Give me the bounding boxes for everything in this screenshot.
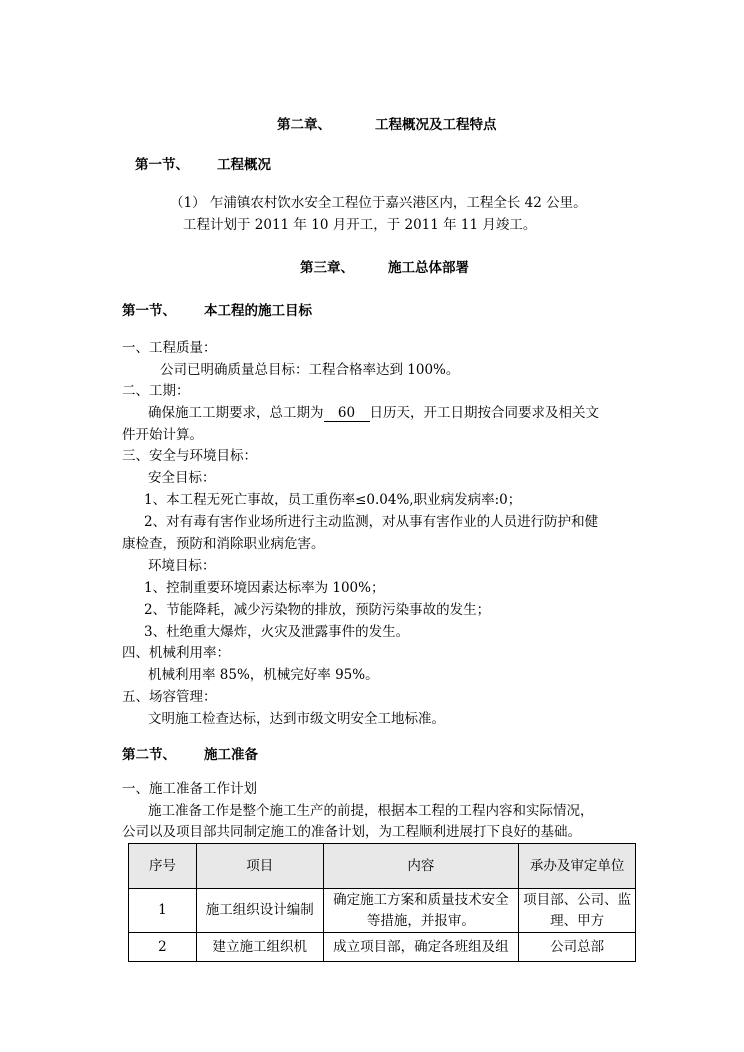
machine-heading: 四、机械利用率： (122, 645, 230, 661)
chapter3-heading (300, 259, 469, 277)
env-heading: 三、安全与环境目标： (122, 448, 257, 464)
prep-plan-table (128, 843, 636, 962)
row1-unit: 项目部、公司、监理、甲方 (519, 889, 636, 933)
env-item-3: 3、杜绝重大爆炸，火灾及泄露事件的发生。 (144, 624, 410, 640)
quality-heading: 一、工程质量： (122, 340, 217, 356)
table-row (129, 889, 636, 933)
prep-line2: 公司以及项目部共同制定施工的准备计划，为工程顺利进展打下良好的基础。 (122, 824, 581, 840)
row2-no: 2 (129, 933, 197, 962)
ch3-section1-heading (122, 302, 312, 320)
header-no: 序号 (129, 844, 197, 889)
quality-text: 公司已明确质量总目标：工程合格率达到 100%。 (160, 362, 460, 378)
row2-unit: 公司总部 (519, 933, 636, 962)
row1-content: 确定施工方案和质量技术安全等措施，并报审。 (323, 889, 519, 933)
ch2-paragraph-line2: 工程计划于 2011 年 10 月开工，于 2011 年 11 月竣工。 (183, 217, 537, 233)
safety-item-2-line2: 康检查，预防和消除职业病危害。 (122, 536, 325, 552)
site-text: 文明施工检查达标，达到市级文明安全工地标准。 (148, 711, 445, 727)
chapter3-number: 第三章、 (300, 260, 354, 276)
safety-heading: 安全目标： (148, 470, 216, 486)
row2-content: 成立项目部，确定各班组及组 (323, 933, 519, 962)
table-header-row (129, 844, 636, 889)
ch2-paragraph-line1: （1） 乍浦镇农村饮水安全工程位于嘉兴港区内，工程全长 42 公里。 (170, 195, 587, 211)
period-text-pre: 确保施工工期要求，总工期为 (148, 405, 324, 421)
row1-no: 1 (129, 889, 197, 933)
safety-item-1: 1、本工程无死亡事故，员工重伤率≤0.04%,职业病发病率:0； (144, 492, 522, 508)
period-text-line2: 件开始计算。 (122, 427, 203, 443)
row2-item: 建立施工组织机 (196, 933, 323, 962)
ch3-section2-number: 第二节、 (122, 747, 176, 763)
ch3-section1-number: 第一节、 (122, 303, 176, 319)
chapter3-title: 施工总体部署 (388, 260, 469, 276)
chapter2-number: 第二章、 (277, 117, 331, 133)
period-days: 60 (324, 406, 370, 422)
machine-text: 机械利用率 85%，机械完好率 95%。 (148, 667, 379, 683)
site-heading: 五、场容管理： (122, 689, 217, 705)
prep-line1: 施工准备工作是整个施工生产的前提，根据本工程的工程内容和实际情况， (148, 803, 594, 819)
row1-item: 施工组织设计编制 (196, 889, 323, 933)
chapter2-heading (277, 116, 497, 134)
table-row (129, 933, 636, 962)
ch3-section2-title: 施工准备 (204, 747, 258, 763)
safety-item-2-line1: 2、对有毒有害作业场所进行主动监测，对从事有害作业的人员进行防护和健 (144, 514, 599, 530)
ch3-section1-title: 本工程的施工目标 (204, 303, 312, 319)
env-item-1: 1、控制重要环境因素达标率为 100%； (144, 580, 385, 596)
prep-heading: 一、施工准备工作计划 (122, 781, 257, 797)
ch2-section1-title: 工程概况 (217, 157, 271, 173)
period-text-post: 日历天，开工日期按合同要求及相关文 (369, 405, 599, 421)
period-text (148, 404, 599, 422)
header-unit: 承办及审定单位 (519, 844, 636, 889)
period-heading: 二、工期： (122, 383, 190, 399)
ch2-section1-heading (135, 156, 271, 174)
env-item-2: 2、节能降耗，减少污染物的排放，预防污染事故的发生； (144, 602, 491, 618)
header-item: 项目 (196, 844, 323, 889)
ch3-section2-heading (122, 746, 258, 764)
chapter2-title: 工程概况及工程特点 (375, 117, 497, 133)
header-content: 内容 (323, 844, 519, 889)
env-sub-heading: 环境目标： (148, 558, 216, 574)
ch2-section1-number: 第一节、 (135, 157, 189, 173)
